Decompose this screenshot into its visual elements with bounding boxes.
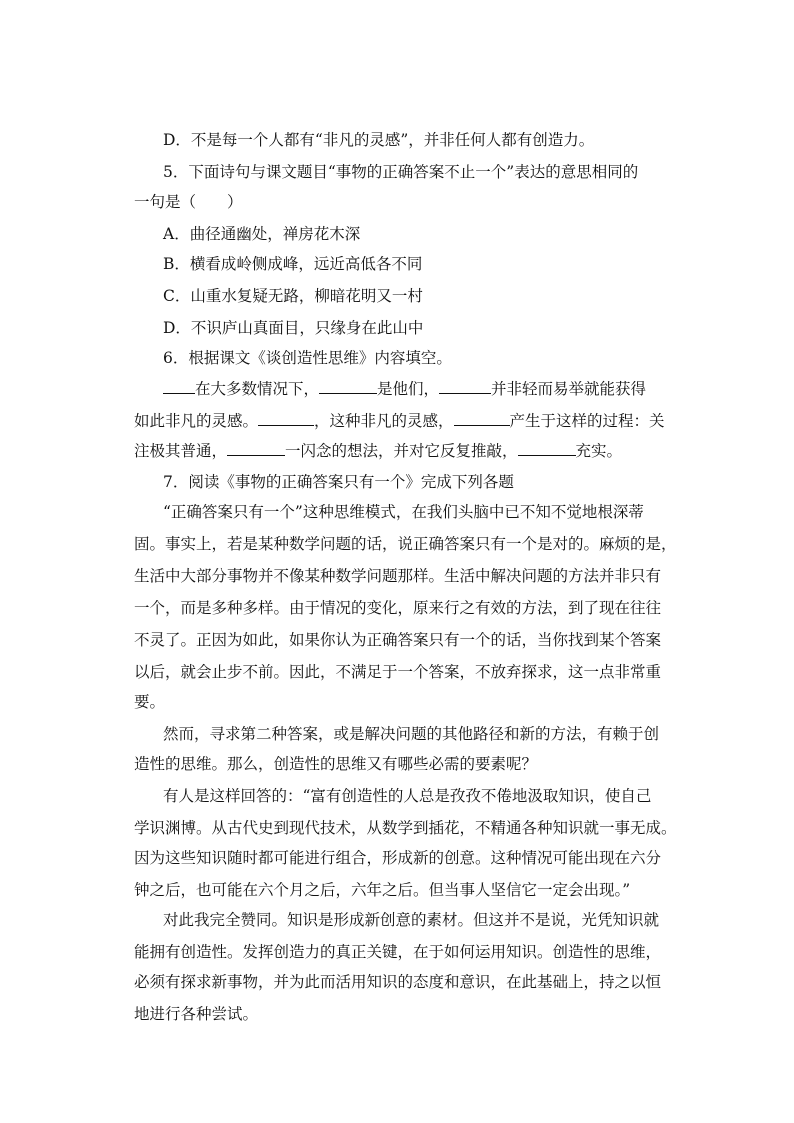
q6-line1-text-b: 是他们， (377, 380, 440, 398)
q6-line1-text-a: 在大多数情况下， (195, 380, 320, 398)
q5-stem-line1: 5．下面诗句与课文题目“事物的正确答案不止一个”表达的意思相同的 (163, 163, 639, 181)
q6-line2-text-a: 如此非凡的灵感。 (134, 412, 259, 430)
q6-line3 (134, 440, 674, 461)
q6-line1-text-c: 并非轻而易举就能获得 (491, 380, 647, 398)
q4-option-d: D．不是每一个人都有“非凡的灵感”，并非任何人都有创造力。 (163, 131, 595, 149)
passage-line: 能拥有创造性。发挥创造力的真正关键，在于如何运用知识。创造性的思维， (134, 943, 662, 961)
passage-line: 然而，寻求第二种答案，或是解决问题的其他路径和新的方法，有赖于创 (163, 725, 660, 743)
q5-stem-line2: 一句是（ ） (134, 193, 243, 211)
fill-blank[interactable] (454, 410, 510, 426)
passage-line: 以后，就会止步不前。因此，不满足于一个答案，不放弃探求，这一点非常重 (134, 663, 662, 681)
fill-blank[interactable] (518, 440, 576, 456)
passage-line: 一个，而是多种多样。由于情况的变化，原来行之有效的方法，到了现在往往 (134, 599, 662, 617)
passage-line: “正确答案只有一个”这种思维模式，在我们头脑中已不知不觉地根深蒂 (163, 503, 644, 521)
q6-line2-text-c: 产生于这样的过程：关 (509, 412, 665, 430)
passage-line: 钟之后，也可能在六个月之后，六年之后。但当事人坚信它一定会出现。” (134, 881, 631, 899)
q6-line1 (163, 378, 703, 399)
q6-line2-text-b: ，这种非凡的灵感， (314, 412, 454, 430)
q6-line3-text-c: 充实。 (575, 442, 623, 460)
passage-line: 有人是这样回答的：“富有创造性的人总是孜孜不倦地汲取知识，使自己 (163, 787, 652, 805)
q5-option-d: D．不识庐山真面目，只缘身在此山中 (163, 319, 424, 337)
q5-option-b: B．横看成岭侧成峰，远近高低各不同 (163, 255, 423, 273)
passage-line: 不灵了。正因为如此，如果你认为正确答案只有一个的话，当你找到某个答案 (134, 631, 662, 649)
q5-option-a: A．曲径通幽处，禅房花木深 (163, 225, 361, 243)
q6-line3-text-b: 一闪念的想法，并对它反复推敲， (285, 442, 518, 460)
passage-line: 固。事实上，若是某种数学问题的话，说正确答案只有一个是对的。麻烦的是， (134, 535, 677, 553)
fill-blank[interactable] (227, 440, 285, 456)
passage-line: 地进行各种尝试。 (134, 1005, 259, 1023)
fill-blank[interactable] (163, 378, 195, 394)
passage-line: 要。 (134, 693, 166, 711)
q7-stem: 7．阅读《事物的正确答案只有一个》完成下列各题 (163, 473, 514, 491)
q6-stem: 6．根据课文《谈创造性思维》内容填空。 (163, 349, 452, 367)
passage-line: 必须有探求新事物，并为此而活用知识的态度和意识，在此基础上，持之以恒 (134, 973, 662, 991)
q6-line2 (134, 410, 674, 431)
passage-line: 对此我完全赞同。知识是形成新创意的素材。但这并不是说，光凭知识就 (163, 911, 660, 929)
q5-option-c: C．山重水复疑无路，柳暗花明又一村 (163, 287, 423, 305)
fill-blank[interactable] (319, 378, 377, 394)
q6-line3-text-a: 注极其普通， (134, 442, 228, 460)
passage-line: 生活中大部分事物并不像某种数学问题那样。生活中解决问题的方法并非只有 (134, 567, 662, 585)
fill-blank[interactable] (439, 378, 491, 394)
fill-blank[interactable] (258, 410, 314, 426)
passage-line: 学识渊博。从古代史到现代技术，从数学到插花，不精通各种知识就一事无成。 (134, 819, 677, 837)
passage-line: 因为这些知识随时都可能进行组合，形成新的创意。这种情况可能出现在六分 (134, 849, 662, 867)
passage-line: 造性的思维。那么，创造性的思维又有哪些必需的要素呢？ (134, 755, 538, 773)
